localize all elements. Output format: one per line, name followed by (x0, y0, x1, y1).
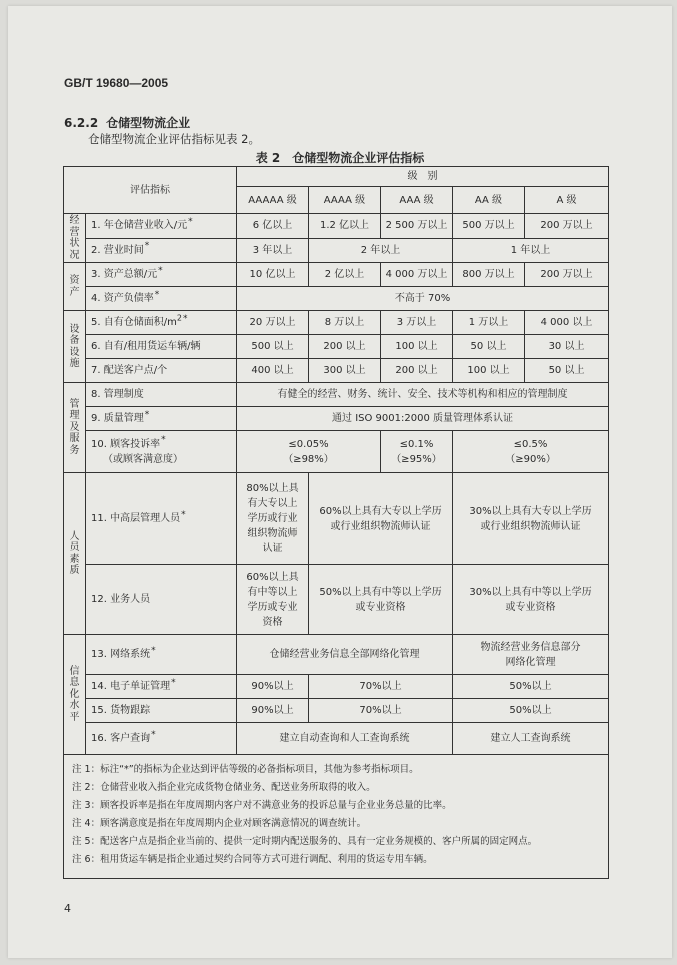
value-cell: 1 年以上 (453, 238, 609, 263)
value-cell: 3 万以上 (381, 311, 453, 335)
header-level-4a: AAAA 级 (309, 187, 381, 214)
value-cell: 6 亿以上 (237, 214, 309, 239)
value-cell: 50 以上 (453, 335, 525, 359)
category-it: 信 息 化 水 平 (64, 635, 86, 755)
table-row (64, 287, 609, 311)
table-row (64, 383, 609, 407)
note: 注 5：配送客户点是指企业当前的、提供一定时期内配送服务的、具有一定业务规模的、客户所属的固定网点。 (72, 836, 538, 847)
indicator-label: 1. 年仓储营业收入/元* (86, 214, 237, 239)
value-cell: 物流经营业务信息部分 网络化管理 (453, 635, 609, 675)
value-cell: 建立自动查询和人工查询系统 (237, 723, 453, 755)
value-cell: 2 500 万以上 (381, 214, 453, 239)
value-cell: ≤0.1% （≥95%） (381, 431, 453, 473)
table-row (64, 335, 609, 359)
section-title: 仓储型物流企业 (106, 116, 191, 130)
value-cell: 30 以上 (525, 335, 609, 359)
indicator-label: 3. 资产总额/元* (86, 263, 237, 287)
page-number: 4 (64, 902, 71, 915)
value-cell: 3 年以上 (237, 238, 309, 263)
table-notes (64, 755, 609, 879)
indicator-table (63, 166, 609, 879)
table-row (64, 675, 609, 699)
indicator-label: 14. 电子单证管理* (86, 675, 237, 699)
indicator-label: 5. 自有仓储面积$/m^2*$ (86, 311, 237, 335)
header-level-3a: AAA 级 (381, 187, 453, 214)
note: 注 4：顾客满意度是指在年度周期内企业对顾客满意情况的调查统计。 (72, 818, 367, 829)
value-cell: 50%以上 (453, 675, 609, 699)
category-business: 经 营 状 况 (64, 214, 86, 263)
indicator-label: 4. 资产负债率* (86, 287, 237, 311)
table-row (64, 431, 609, 473)
section-number: 6.2.2 (64, 116, 99, 130)
indicator-label: 7. 配送客户点/个 (86, 359, 237, 383)
value-cell: 300 以上 (309, 359, 381, 383)
table-row (64, 214, 609, 239)
value-cell: 90%以上 (237, 675, 309, 699)
value-cell: 8 万以上 (309, 311, 381, 335)
value-cell: 70%以上 (309, 675, 453, 699)
value-cell: 800 万以上 (453, 263, 525, 287)
table-row (64, 635, 609, 675)
table-caption: 表 2 仓储型物流企业评估指标 (255, 151, 425, 165)
header-level-5a: AAAAA 级 (237, 187, 309, 214)
value-cell: 60%以上具有大专以上学历 或行业组织物流师认证 (309, 473, 453, 565)
value-cell: 有健全的经营、财务、统计、安全、技术等机构和相应的管理制度 (237, 383, 609, 407)
note: 注 2：仓储营业收入指企业完成货物仓储业务、配送业务所取得的收入。 (72, 782, 376, 793)
section-intro: 仓储型物流企业评估指标见表 2。 (88, 132, 260, 146)
value-cell: ≤0.05% （≥98%） (237, 431, 381, 473)
value-cell: 不高于 70% (237, 287, 609, 311)
document-page (8, 6, 672, 958)
indicator-label: 9. 质量管理* (86, 407, 237, 431)
value-cell: 4 000 以上 (525, 311, 609, 335)
note: 注 3：顾客投诉率是指在年度周期内客户对不满意业务的投诉总量与企业业务总量的比率。 (72, 800, 452, 811)
value-cell: 50%以上 (453, 699, 609, 723)
value-cell: 50%以上具有中等以上学历 或专业资格 (309, 565, 453, 635)
indicator-label: 6. 自有/租用货运车辆/辆 (86, 335, 237, 359)
value-cell: 30%以上具有中等以上学历 或专业资格 (453, 565, 609, 635)
value-cell: 60%以上具 有中等以上 学历或专业 资格 (237, 565, 309, 635)
table-row (64, 723, 609, 755)
header-level: 级 别 (237, 167, 609, 187)
indicator-label: 11. 中高层管理人员* (86, 473, 237, 565)
header-level-2a: AA 级 (453, 187, 525, 214)
indicator-label: 16. 客户查询* (86, 723, 237, 755)
value-cell: 400 以上 (237, 359, 309, 383)
table-row (64, 238, 609, 263)
value-cell: 100 以上 (381, 335, 453, 359)
value-cell: 100 以上 (453, 359, 525, 383)
value-cell: 2 年以上 (309, 238, 453, 263)
section-heading (64, 114, 190, 131)
value-cell: 500 万以上 (453, 214, 525, 239)
table-row (64, 359, 609, 383)
indicator-label: 12. 业务人员 (86, 565, 237, 635)
category-management: 管 理 及 服 务 (64, 383, 86, 473)
header-level-1a: A 级 (525, 187, 609, 214)
value-cell: 70%以上 (309, 699, 453, 723)
value-cell: 20 万以上 (237, 311, 309, 335)
value-cell: 90%以上 (237, 699, 309, 723)
value-cell: 200 万以上 (525, 214, 609, 239)
value-cell: ≤0.5% （≥90%） (453, 431, 609, 473)
value-cell: 通过 ISO 9001:2000 质量管理体系认证 (237, 407, 609, 431)
table-row (64, 699, 609, 723)
header-indicator: 评估指标 (64, 167, 237, 214)
value-cell: 50 以上 (525, 359, 609, 383)
indicator-label: 8. 管理制度 (86, 383, 237, 407)
indicator-label: 2. 营业时间* (86, 238, 237, 263)
indicator-label: 10. 顾客投诉率* （或顾客满意度） (86, 431, 237, 473)
value-cell: 200 以上 (309, 335, 381, 359)
value-cell: 2 亿以上 (309, 263, 381, 287)
table-row (64, 311, 609, 335)
indicator-label: 13. 网络系统* (86, 635, 237, 675)
value-cell: 30%以上具有大专以上学历 或行业组织物流师认证 (453, 473, 609, 565)
value-cell: 200 万以上 (525, 263, 609, 287)
category-assets: 资 产 (64, 263, 86, 311)
category-personnel: 人 员 素 质 (64, 473, 86, 635)
category-facilities: 设 备 设 施 (64, 311, 86, 383)
indicator-label: 15. 货物跟踪 (86, 699, 237, 723)
table-row (64, 473, 609, 565)
standard-number: GB/T 19680—2005 (64, 76, 169, 90)
table-row (64, 565, 609, 635)
value-cell: 10 亿以上 (237, 263, 309, 287)
value-cell: 500 以上 (237, 335, 309, 359)
table-header-row (64, 167, 609, 187)
value-cell: 仓储经营业务信息全部网络化管理 (237, 635, 453, 675)
note: 注 1：标注“*”的指标为企业达到评估等级的必备指标项目，其他为参考指标项目。 (72, 764, 419, 775)
note: 注 6：租用货运车辆是指企业通过契约合同等方式可进行调配、利用的货运专用车辆。 (72, 854, 433, 865)
value-cell: 4 000 万以上 (381, 263, 453, 287)
value-cell: 80%以上具 有大专以上 学历或行业 组织物流师 认证 (237, 473, 309, 565)
table-row (64, 407, 609, 431)
value-cell: 1.2 亿以上 (309, 214, 381, 239)
value-cell: 1 万以上 (453, 311, 525, 335)
notes-row (64, 755, 609, 879)
value-cell: 建立人工查询系统 (453, 723, 609, 755)
value-cell: 200 以上 (381, 359, 453, 383)
table-row (64, 263, 609, 287)
